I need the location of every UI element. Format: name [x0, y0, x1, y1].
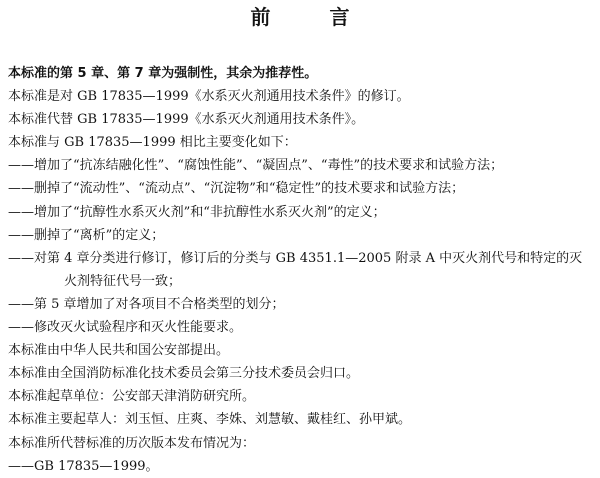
change-item: ——删掉了“离析”的定义；: [8, 227, 165, 243]
change-item: ——删掉了“流动性”、“流动点”、“沉淀物”和“稳定性”的技术要求和试验方法；: [8, 181, 465, 197]
text-line-proposer: 本标准由中华人民共和国公安部提出。: [8, 343, 230, 359]
text-line-changes-intro: 本标准与 GB 17835—1999 相比主要变化如下：: [8, 135, 297, 151]
history-item: ——GB 17835—1999。: [8, 458, 159, 474]
foreword-body: [8, 62, 596, 478]
change-item-continuation: 火剂特征代号一致；: [64, 273, 182, 289]
change-item: ——增加了“抗冻结融化性”、“腐蚀性能”、“凝固点”、“毒性”的技术要求和试验方法；: [8, 158, 504, 174]
text-line-drafting-unit: 本标准起草单位：公安部天津消防研究所。: [8, 389, 256, 405]
page-title: 前 言: [250, 5, 376, 29]
text-line-history-intro: 本标准所代替标准的历次版本发布情况为：: [8, 435, 256, 451]
text-line-replaces-note: 本标准代替 GB 17835—1999《水系灭火剂通用技术条件》。: [8, 112, 365, 128]
change-item: ——增加了“抗醇性水系灭火剂”和“非抗醇性水系灭火剂”的定义；: [8, 204, 386, 220]
text-line-revision-note: 本标准是对 GB 17835—1999《水系灭火剂通用技术条件》的修订。: [8, 89, 410, 105]
change-item: ——对第 4 章分类进行修订，修订后的分类与 GB 4351.1—2005 附录 A 中灭火剂代号和特定的灭: [8, 250, 583, 266]
change-item: ——修改灭火试验程序和灭火性能要求。: [8, 320, 243, 336]
text-line-administrator: 本标准由全国消防标准化技术委员会第三分技术委员会归口。: [8, 366, 360, 382]
text-line-drafters: 本标准主要起草人：刘玉恒、庄爽、李姝、刘慧敏、戴桂红、孙甲斌。: [8, 412, 412, 428]
change-item: ——第 5 章增加了对各项目不合格类型的划分；: [8, 296, 285, 312]
text-line-mandatory-clause: 本标准的第 5 章、第 7 章为强制性，其余为推荐性。: [8, 66, 318, 81]
